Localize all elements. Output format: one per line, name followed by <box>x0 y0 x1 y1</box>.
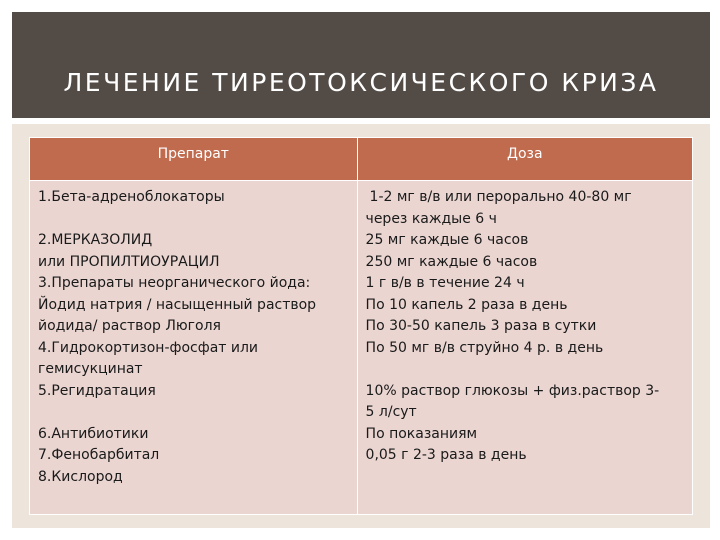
drug-line: 6.Антибиотики <box>38 425 149 442</box>
title-band <box>12 12 710 118</box>
spacer <box>38 402 351 424</box>
header-drug-label: Препарат <box>157 146 229 162</box>
drug-cell <box>30 181 358 515</box>
dose-line: 0,05 г 2-3 раза в день <box>365 447 527 463</box>
drug-line: или ПРОПИЛТИОУРАЦИЛ <box>38 253 220 270</box>
table-row <box>30 181 693 515</box>
header-dose <box>357 138 692 181</box>
dose-line: 1 г в/в в течение 24 ч <box>365 275 525 291</box>
drug-line: 2.МЕРКАЗОЛИД <box>38 232 153 248</box>
dose-line: 10% раствор глюкозы + физ.раствор 3- <box>365 382 660 399</box>
drug-line: Йодид натрия / насыщенный раствор <box>38 296 317 313</box>
drug-line: йодида/ раствор Люголя <box>38 318 221 334</box>
drug-line: 1.Бета-адреноблокаторы <box>38 189 225 205</box>
dose-line: По 50 мг в/в струйно 4 р. в день <box>365 339 604 356</box>
header-dose-label: Доза <box>507 146 543 162</box>
slide-title: ЛЕЧЕНИЕ ТИРЕОТОКСИЧЕСКОГО КРИЗА <box>63 68 659 97</box>
drug-line: 4.Гидрокортизон-фосфат или <box>38 339 259 356</box>
table-header-row <box>30 138 693 181</box>
spacer <box>366 359 686 381</box>
dose-line: через каждые 6 ч <box>365 210 497 227</box>
dose-line: По 30-50 капель 3 раза в сутки <box>365 318 597 334</box>
drug-line: 8.Кислород <box>38 468 123 485</box>
dose-line: 25 мг каждые 6 часов <box>365 232 529 248</box>
drug-line: 3.Препараты неорганического йода: <box>38 275 311 291</box>
dose-line: По показаниям <box>365 425 478 442</box>
dose-cell <box>357 181 692 515</box>
dose-line: 1-2 мг в/в или перорально 40-80 мг <box>369 189 632 205</box>
drug-line: 5.Регидратация <box>38 382 156 399</box>
drug-line: гемисукцинат <box>38 361 143 377</box>
dose-line: 250 мг каждые 6 часов <box>365 253 538 270</box>
dose-line: 5 л/сут <box>365 404 417 420</box>
header-drug <box>30 138 358 181</box>
dose-line: По 10 капель 2 раза в день <box>365 296 568 313</box>
treatment-table <box>29 137 693 515</box>
spacer <box>38 209 351 231</box>
drug-line: 7.Фенобарбитал <box>38 447 160 463</box>
